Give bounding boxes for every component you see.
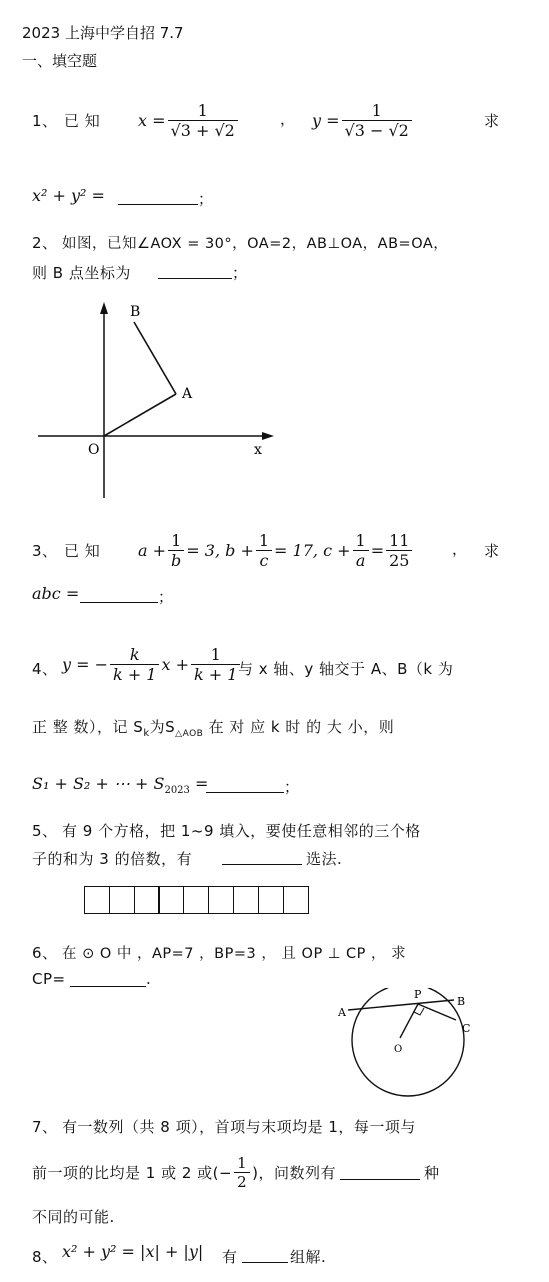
q1-y-frac [342, 101, 412, 140]
segment-ab [134, 322, 176, 394]
q5-answer-blank [222, 850, 302, 865]
q3-eq-b: = 3, b + [186, 540, 254, 560]
q2-line2: 则 B 点坐标为 [32, 264, 131, 282]
q4-expr-sub: 2023 [164, 785, 190, 797]
q4-frac-2-den: k + 1 [191, 664, 240, 684]
q3-frac-3 [353, 531, 369, 570]
q7-line1: 有一数列（共 8 项），首项与末项均是 1，每一项与 [62, 1118, 416, 1136]
q8-text: 有 [222, 1248, 238, 1266]
q3-frac-2-den: c [256, 550, 272, 570]
q3-eq-d: = [370, 540, 385, 560]
q1-x-def [138, 92, 240, 148]
q5-line1: 有 9 个方格，把 1~9 填入，要使任意相邻的三个格 [62, 822, 421, 840]
label-a: A [338, 1006, 346, 1019]
q4-answer-blank [206, 778, 284, 793]
q2-line1: 如图，已知∠AOX = 30°，OA=2，AB⊥OA，AB=OA， [62, 236, 449, 252]
q3-eq-c: = 17, c + [274, 540, 351, 560]
q7-frac-den: 2 [234, 1172, 250, 1191]
q1-y-def [312, 92, 414, 148]
q1-comma: ， [280, 110, 296, 128]
q4-frac-1 [110, 645, 159, 684]
label-c: C [462, 1022, 471, 1035]
q5-grid-cell [208, 886, 234, 914]
q1-end: ； [198, 190, 214, 208]
q4-text1: 与 x 轴、y 轴交于 A、B（k 为 [238, 660, 454, 678]
q5-grid-cell [233, 886, 259, 914]
q7-frac [234, 1154, 250, 1191]
x-axis-arrow-icon [262, 432, 274, 440]
q8-end: 组解. [290, 1248, 327, 1266]
q8-number: 8、 [32, 1248, 58, 1266]
q4-frac-2 [191, 645, 240, 684]
q7-answer-blank [340, 1165, 420, 1180]
q3-comma: ， [452, 540, 468, 558]
segment-op [400, 1004, 418, 1038]
q7-line3: 不同的可能. [32, 1208, 115, 1226]
q1-number: 1、 [32, 112, 58, 130]
q4-function [62, 638, 242, 690]
label-b: B [457, 995, 466, 1008]
q3-frac-3-num: 1 [355, 530, 366, 550]
q4-expr-eq: = [195, 774, 209, 793]
segment-pc [418, 1004, 456, 1020]
q5-number: 5、 [32, 822, 58, 840]
q7-line2b: )，问数列有 [252, 1163, 336, 1182]
label-a: A [182, 386, 193, 402]
segment-oa [104, 394, 176, 436]
y-axis-arrow-icon [100, 302, 108, 314]
q2-answer-blank [158, 264, 232, 279]
q4-frac-2-num: 1 [210, 644, 221, 664]
q4-mid: x + [161, 654, 189, 674]
page-title: 2023 上海中学自招 7.7 [22, 24, 184, 42]
label-o: O [88, 442, 100, 458]
q3-end: ； [158, 588, 174, 606]
q4-frac-1-den: k + 1 [110, 664, 159, 684]
q1-x-eq: x = [138, 110, 166, 130]
q1-y-den: √3 − √2 [342, 120, 412, 140]
q5-grid-cell [183, 886, 209, 914]
q1-y-eq: y = [312, 110, 340, 130]
q3-frac-3-den: a [353, 550, 369, 570]
q1-ask: 求 [484, 112, 500, 130]
q3-number: 3、 [32, 542, 58, 560]
q5-line2b: 选法. [306, 850, 343, 868]
q3-frac-1-den: b [168, 550, 184, 570]
q7-line2c: 种 [424, 1163, 440, 1182]
q6-answer-blank [70, 972, 146, 987]
q3-eq-a: a + [138, 540, 167, 560]
q3-frac-1 [168, 531, 184, 570]
q1-text: 已 知 [64, 112, 101, 130]
q5-grid-cell [258, 886, 284, 914]
q3-ask: 求 [484, 542, 500, 560]
q2-figure [30, 298, 280, 503]
q3-equations [138, 526, 414, 574]
q3-text: 已 知 [64, 542, 101, 560]
q3-frac-4-num: 11 [389, 530, 410, 550]
q5-grid-cell [84, 886, 110, 914]
q4-line2-sub: k [143, 728, 150, 739]
section-heading: 一、填空题 [22, 52, 98, 70]
q4-line2-b: 为S [149, 718, 176, 736]
q5-grid-cell [109, 886, 135, 914]
q1-x-frac [168, 101, 238, 140]
q2-number: 2、 [32, 234, 58, 252]
q4-frac-1-num: k [129, 644, 140, 664]
q7-line2a: 前一项的比均是 1 或 2 或(− [32, 1163, 233, 1182]
q6-line2a: CP= [32, 970, 66, 988]
q3-frac-4 [386, 531, 412, 570]
q5-grid-cell [134, 886, 160, 914]
q1-expression: x² + y² = [32, 186, 105, 205]
q8-answer-blank [242, 1248, 288, 1263]
q5-line2a: 子的和为 3 的倍数，有 [32, 850, 193, 868]
q4-line2-c: 在 对 应 k 时 的 大 小，则 [208, 718, 395, 736]
q5-grid-cell [158, 886, 184, 914]
q4-line2 [32, 716, 394, 739]
q3-frac-2 [256, 531, 272, 570]
q5-grid [84, 886, 309, 914]
q6-number: 6、 [32, 944, 58, 962]
label-b: B [130, 304, 141, 320]
q5-grid-cell [283, 886, 309, 914]
q8-expression: x² + y² = |x| + |y| [62, 1242, 204, 1261]
q4-expr: S₁ + S₂ + ⋯ + S [32, 774, 165, 793]
q7-frac-num: 1 [237, 1153, 248, 1172]
q1-x-den: √3 + √2 [168, 120, 238, 140]
label-o: O [394, 1044, 403, 1055]
q3-frac-1-num: 1 [171, 530, 182, 550]
q7-number: 7、 [32, 1118, 58, 1136]
q4-line2-a: 正 整 数），记 S [32, 718, 144, 736]
q6-figure [330, 988, 490, 1100]
q3-expression: abc = [32, 584, 80, 603]
q7-line2 [32, 1150, 440, 1194]
q6-end: . [146, 970, 152, 988]
q3-frac-4-den: 25 [386, 550, 412, 570]
q1-y-num: 1 [371, 100, 382, 120]
label-p: P [414, 988, 422, 1001]
q1-x-num: 1 [197, 100, 208, 120]
q4-end: ； [284, 778, 300, 796]
q3-frac-2-num: 1 [258, 530, 270, 550]
q2-end: ； [232, 264, 248, 282]
q4-line2-sub2: △AOB [175, 729, 204, 739]
q4-number: 4、 [32, 660, 58, 678]
q1-answer-blank [118, 190, 198, 205]
label-x: x [254, 442, 262, 458]
q4-y-eq: y = − [62, 654, 109, 674]
q4-expression [32, 774, 208, 796]
q3-answer-blank [80, 588, 158, 603]
q6-line1: 在 ⊙ O 中 ，AP=7 ，BP=3 ， 且 OP ⊥ CP ， 求 [62, 946, 407, 962]
